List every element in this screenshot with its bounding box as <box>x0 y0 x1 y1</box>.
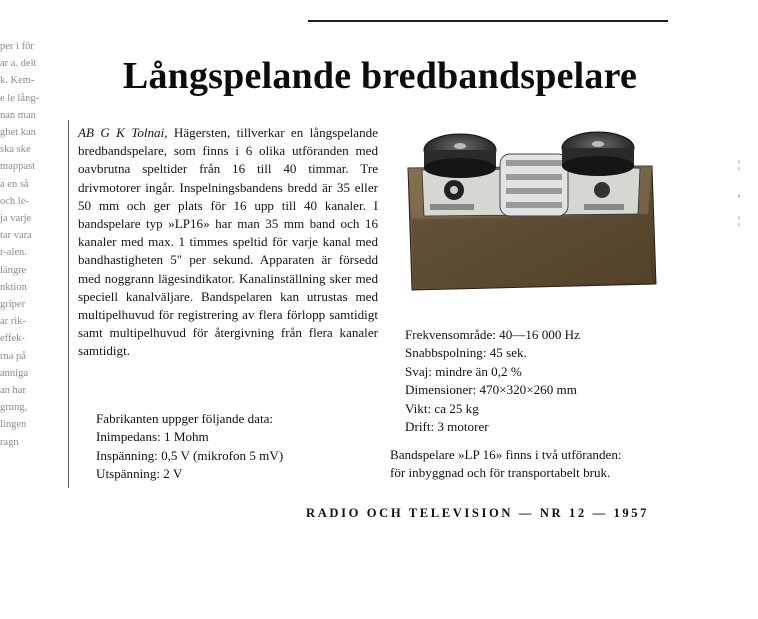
margin-bleed-line: effek- <box>0 333 25 345</box>
margin-bleed-line: a en så <box>0 178 29 190</box>
spec-line: Utspänning: 2 V <box>96 466 183 482</box>
margin-bleed-line: ja varje <box>0 213 32 225</box>
margin-bleed-line: griper <box>0 299 26 311</box>
margin-bleed-text <box>0 38 62 488</box>
specs-left <box>96 410 283 484</box>
specs-right <box>405 326 580 436</box>
spec-line: Vikt: ca 25 kg <box>405 400 479 416</box>
column-rule <box>68 120 69 488</box>
body-paragraph <box>78 124 378 361</box>
margin-bleed-line: anniga <box>0 367 28 379</box>
spec-line: Fabrikanten uppger följande data: <box>96 411 274 426</box>
margin-bleed-line: per i för <box>0 41 34 52</box>
margin-bleed-line: nan man <box>0 109 36 121</box>
margin-bleed-line: och le- <box>0 195 29 207</box>
margin-bleed-line: tar vara <box>0 230 32 242</box>
variants-note <box>390 446 622 483</box>
margin-bleed-line: längre <box>0 264 27 276</box>
margin-bleed-line: ragn <box>0 436 19 448</box>
spec-line: Svaj: mindre än 0,2 % <box>405 363 522 379</box>
margin-bleed-line: nktion <box>0 281 27 293</box>
margin-bleed-line: k. Kem- <box>0 75 35 87</box>
page-footer: RADIO OCH TELEVISION — NR 12 — 1957 <box>306 506 650 520</box>
margin-bleed-line: ar a. delt <box>0 58 37 70</box>
variants-line: för inbyggnad och för transportabelt bruk. <box>390 465 611 481</box>
body-text: Hägersten, tillverkar en långspelande bredbandspelare, som finns i 6 olika utföranden med oavbrutna speltider från 16 till 40 timmar. Tre drivmotorer ingår. Inspelningsbandens bredd är 35 eller 50 mm och ger plats för 16 upp till 40 kanaler. I bandspelare typ »LP16» har man 35 mm band och 16 kanaler med max. 1 timmes speltid för varje kanal med bandhastigheten 5" per sekund. Apparaten är försedd med noggrann lägesindikator. Kanalinställning sker med speciell kanalväljare. Bandspelaren kan utrustas med multipelhuvud för registrering av flera förlopp samtidigt samt multipelhuvud för återgivning från flera kanaler samtidigt. <box>78 125 378 359</box>
margin-bleed-line: rna på <box>0 350 26 362</box>
company-name: AB G K Tolnai, <box>78 125 168 140</box>
spec-line: Snabbspolning: 45 sek. <box>405 345 527 361</box>
margin-bleed-line: r-alen. <box>0 247 27 259</box>
article-title: Långspelande bredbandspelare <box>122 55 638 97</box>
spec-line: Dimensioner: 470×320×260 mm <box>405 382 577 398</box>
margin-bleed-line: lingen <box>0 419 27 431</box>
variants-line: Bandspelare »LP 16» finns i två utföranden: <box>390 447 622 462</box>
margin-bleed-line: mappast <box>0 161 35 173</box>
article-body <box>78 124 378 361</box>
right-margin-marks: ¦ , ¦ <box>737 157 741 227</box>
top-rule <box>308 20 668 22</box>
margin-bleed-line: ska ske <box>0 144 31 156</box>
spec-line: Drift: 3 motorer <box>405 419 489 435</box>
margin-bleed-line: an har <box>0 385 26 397</box>
tape-recorder-photo <box>402 124 660 296</box>
spec-line: Inimpedans: 1 Mohm <box>96 429 209 445</box>
spec-line: Inspänning: 0,5 V (mikrofon 5 mV) <box>96 447 284 463</box>
margin-bleed-line: grung, <box>0 402 28 414</box>
margin-bleed-line: ar rik- <box>0 316 26 328</box>
spec-line: Frekvensområde: 40—16 000 Hz <box>405 327 580 342</box>
margin-bleed-line: e le lång- <box>0 92 40 104</box>
margin-bleed-line: ghet kan <box>0 127 36 139</box>
